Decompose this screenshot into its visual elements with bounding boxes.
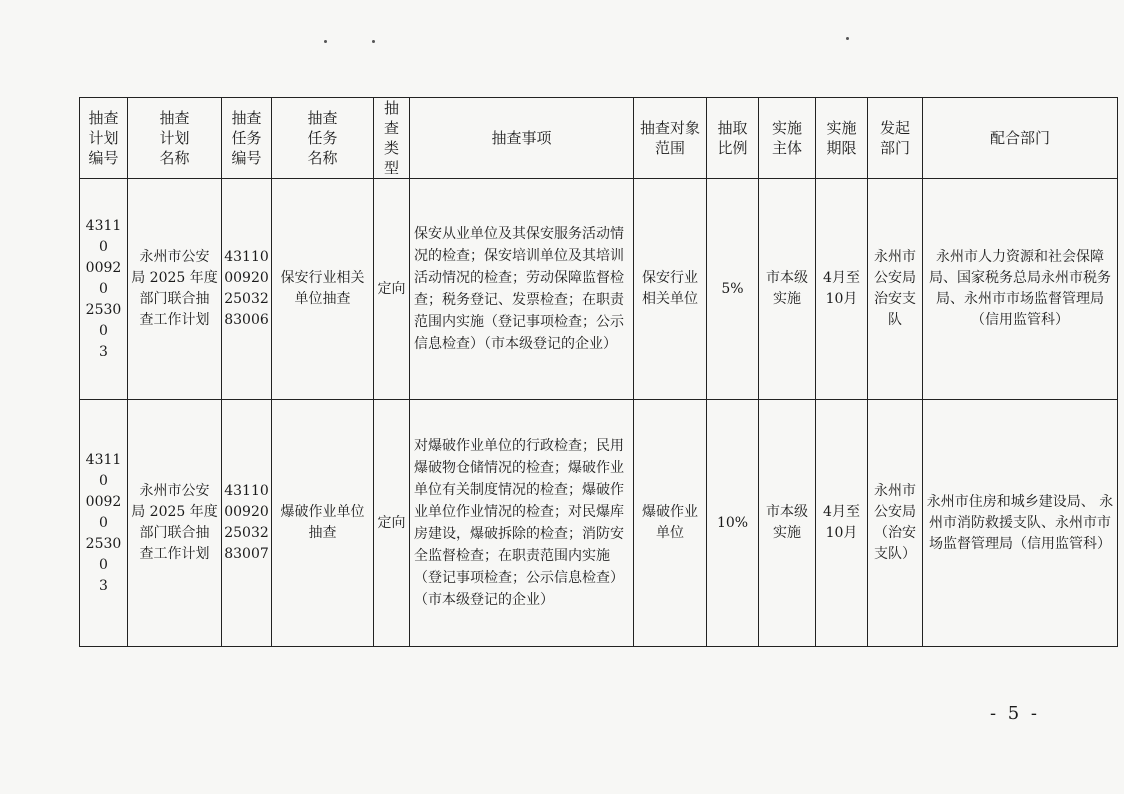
header-cooperators: 配合部门	[923, 98, 1118, 179]
period-cell: 4月至 10月	[816, 179, 868, 400]
scope-cell: 爆破作业 单位	[634, 400, 707, 647]
initiator-cell: 永州市 公安局 （治安 支队）	[868, 400, 923, 647]
scope-cell: 保安行业 相关单位	[634, 179, 707, 400]
header-subject: 实施 主体	[759, 98, 816, 179]
plan-code-cell: 43110 00920 25300 3	[80, 400, 128, 647]
table-row	[80, 179, 1118, 400]
task-name-cell: 保安行业相关 单位抽查	[272, 179, 374, 400]
header-task-name: 抽查 任务 名称	[272, 98, 374, 179]
items-cell: 对爆破作业单位的行政检查；民用爆破物仓储情况的检查；爆破作业单位有关制度情况的检查；爆破作业单位作业情况的检查；对民爆库房建设，爆破拆除的检查；消防安全监督检查；在职责范围内实施（登记事项检查；公示信息检查）（市本级登记的企业）	[410, 400, 634, 647]
scan-speck	[846, 37, 849, 40]
header-initiator: 发起 部门	[868, 98, 923, 179]
type-cell: 定向	[374, 400, 410, 647]
scan-speck	[324, 40, 327, 43]
header-items: 抽查事项	[410, 98, 634, 179]
initiator-cell: 永州市 公安局 治安支 队	[868, 179, 923, 400]
cooperators-cell: 永州市住房和城乡建设局、 永州市消防救援支队、永州市市场监督管理局（信用监管科）	[923, 400, 1118, 647]
items-cell: 保安从业单位及其保安服务活动情况的检查；保安培训单位及其培训活动情况的检查；劳动保障监督检查；税务登记、发票检查；在职责范围内实施（登记事项检查；公示信息检查）（市本级登记的企业）	[410, 179, 634, 400]
scan-speck	[372, 40, 375, 43]
inspection-plan-table	[79, 97, 1118, 647]
header-period: 实施 期限	[816, 98, 868, 179]
table-header-row	[80, 98, 1118, 179]
page-number: - 5 -	[989, 703, 1040, 724]
cooperators-cell: 永州市人力资源和社会保障局、国家税务总局永州市税务局、永州市市场监督管理局（信用监管科）	[923, 179, 1118, 400]
header-type: 抽查 类型	[374, 98, 410, 179]
header-scope: 抽查对象 范围	[634, 98, 707, 179]
header-plan-code: 抽查 计划 编号	[80, 98, 128, 179]
subject-cell: 市本级 实施	[759, 400, 816, 647]
task-name-cell: 爆破作业单位 抽查	[272, 400, 374, 647]
plan-name-cell: 永州市公安 局 2025 年度 部门联合抽 查工作计划	[128, 179, 222, 400]
header-task-code: 抽查 任务 编号	[222, 98, 272, 179]
period-cell: 4月至 10月	[816, 400, 868, 647]
ratio-cell: 10%	[707, 400, 759, 647]
ratio-cell: 5%	[707, 179, 759, 400]
task-code-cell: 43110 00920 25032 83006	[222, 179, 272, 400]
table-row	[80, 400, 1118, 647]
task-code-cell: 43110 00920 25032 83007	[222, 400, 272, 647]
plan-code-cell: 43110 00920 25300 3	[80, 179, 128, 400]
plan-name-cell: 永州市公安 局 2025 年度 部门联合抽 查工作计划	[128, 400, 222, 647]
type-cell: 定向	[374, 179, 410, 400]
header-plan-name: 抽查 计划 名称	[128, 98, 222, 179]
subject-cell: 市本级 实施	[759, 179, 816, 400]
header-ratio: 抽取 比例	[707, 98, 759, 179]
